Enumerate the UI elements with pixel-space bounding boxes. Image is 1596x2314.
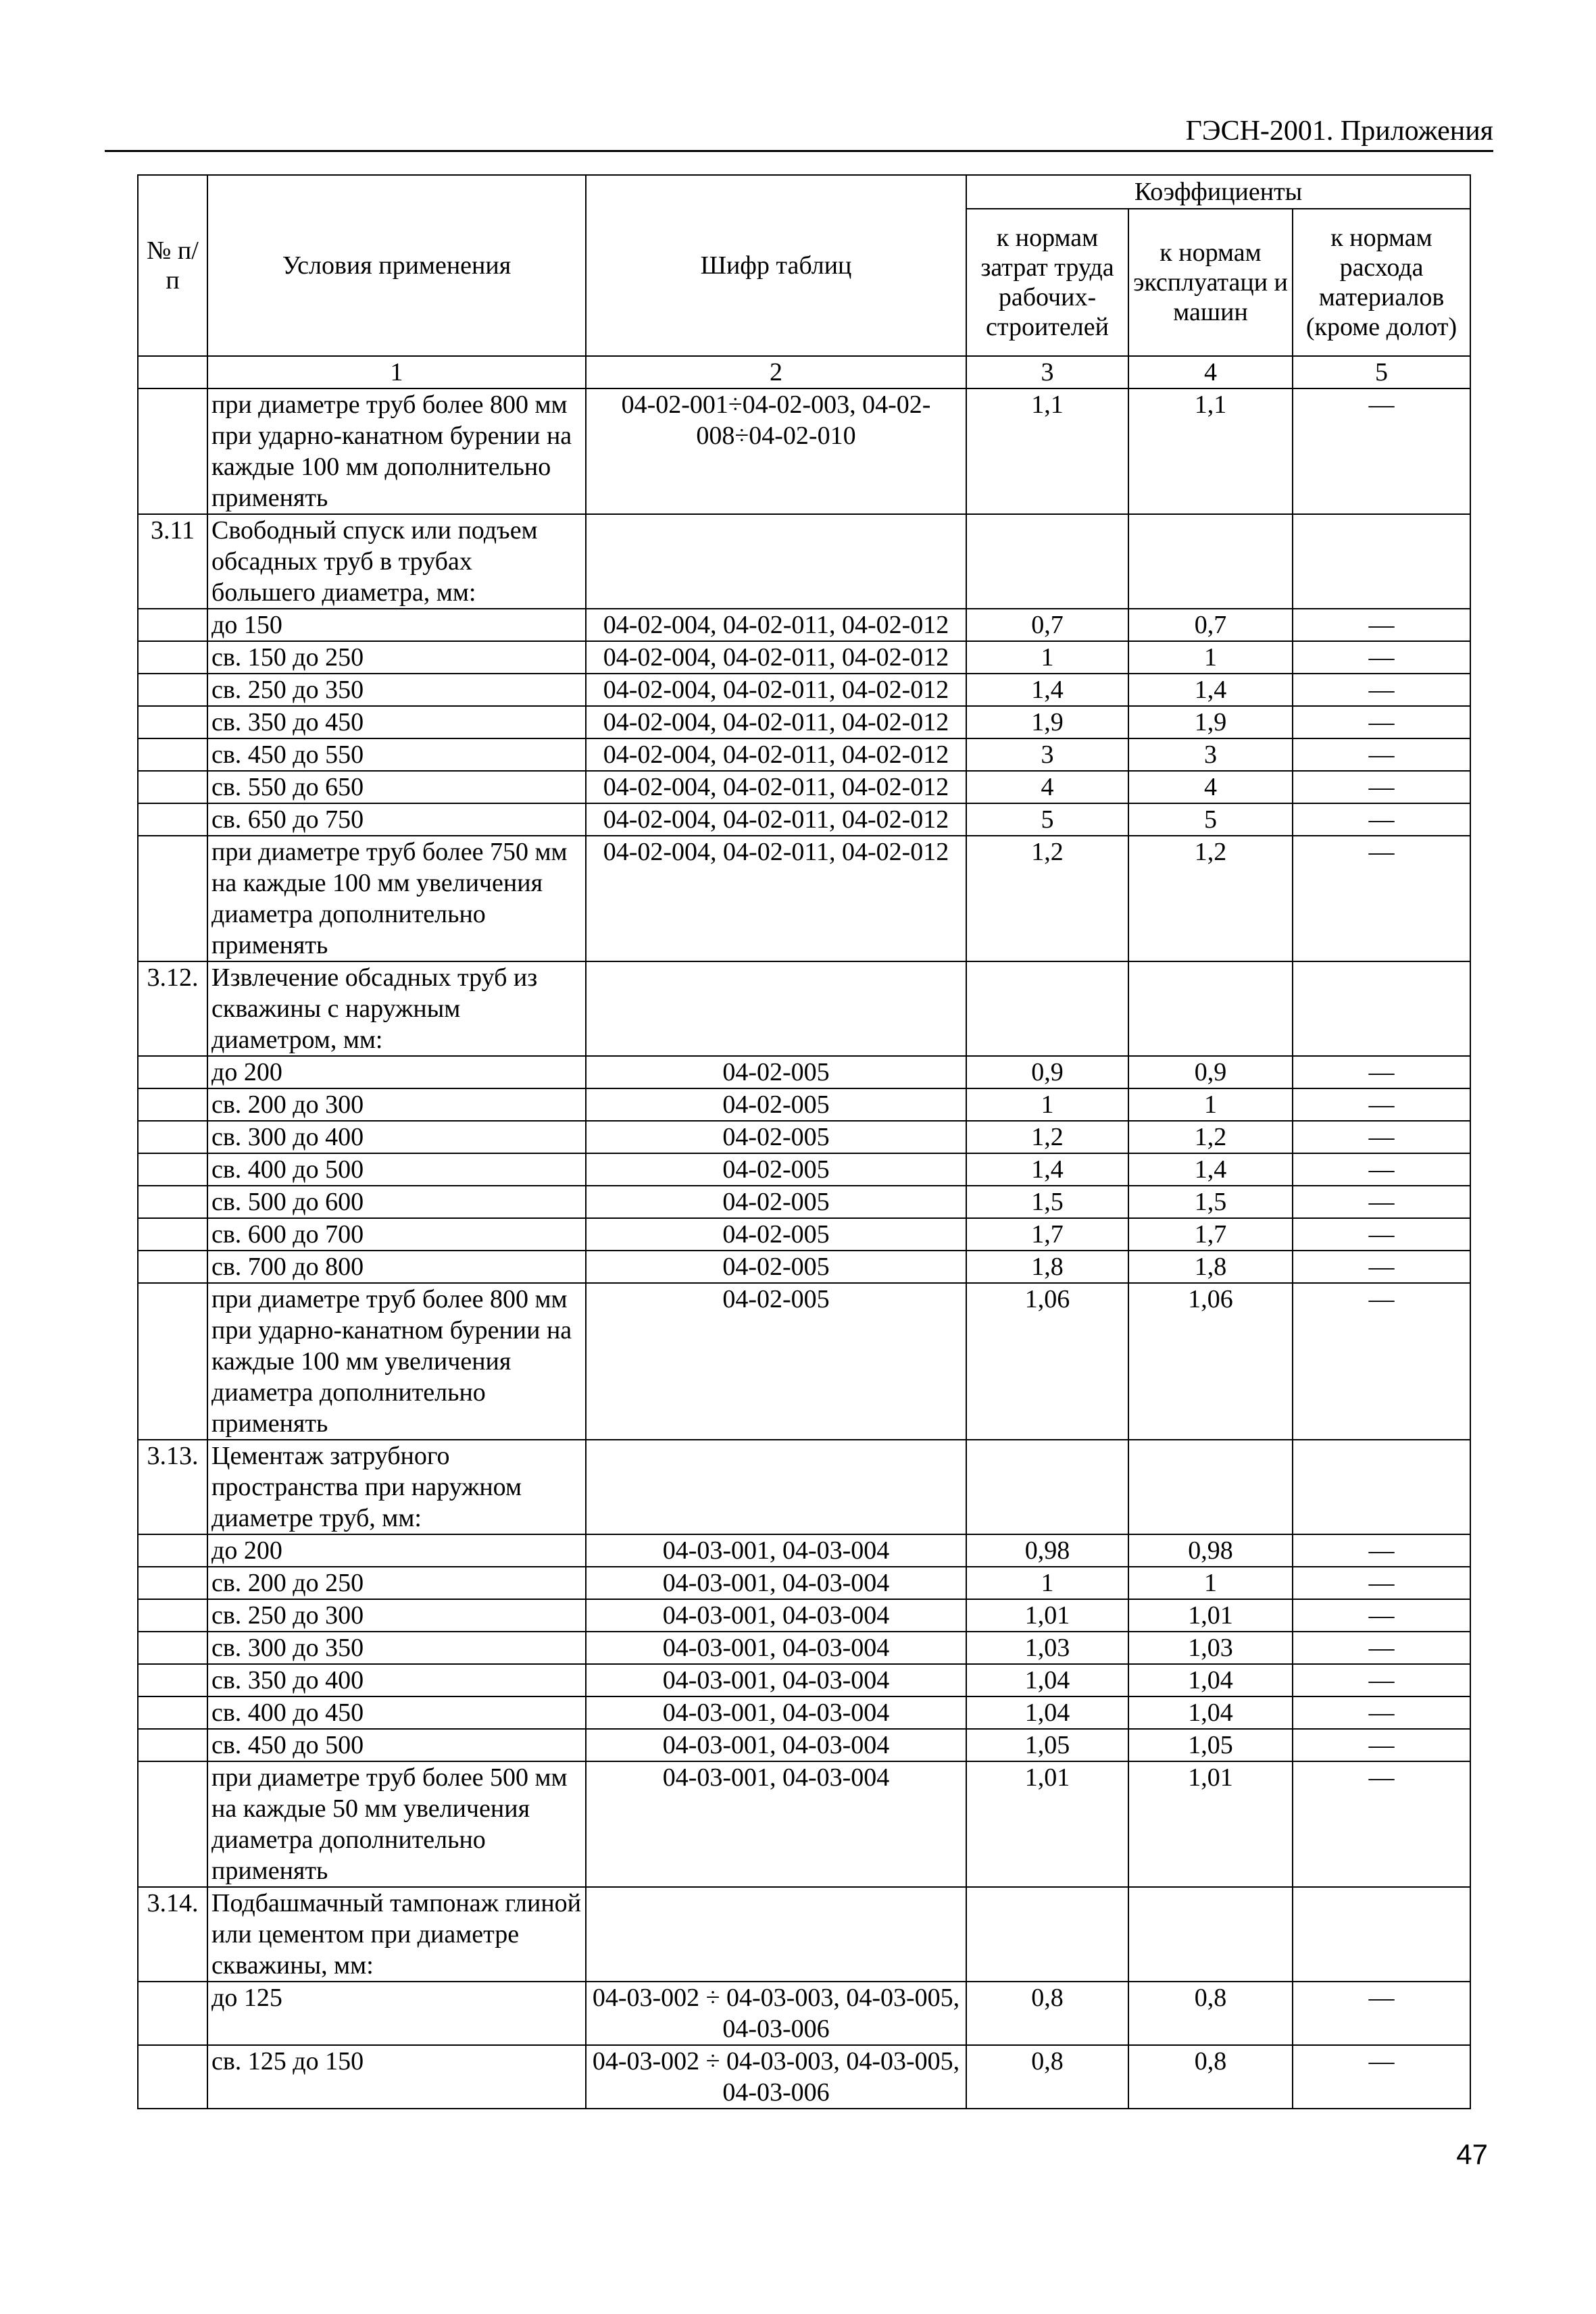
row-number (138, 388, 207, 514)
row-labor-coef (966, 1887, 1128, 1982)
row-materials-coef (1293, 961, 1470, 1056)
row-condition: при диаметре труб более 800 мм при ударно-канатном бурении на каждые 100 мм дополнительно применять (207, 388, 586, 514)
row-table-code: 04-03-001, 04-03-004 (586, 1761, 966, 1887)
row-materials-coef: — (1293, 1088, 1470, 1121)
row-labor-coef (966, 514, 1128, 609)
row-materials-coef: — (1293, 1251, 1470, 1283)
row-table-code: 04-02-004, 04-02-011, 04-02-012 (586, 706, 966, 738)
row-machines-coef: 1 (1128, 1567, 1293, 1599)
header-labor: к нормам затрат труда рабочих-строителей (966, 209, 1128, 356)
table-row (138, 1283, 1470, 1440)
row-table-code: 04-02-004, 04-02-011, 04-02-012 (586, 738, 966, 771)
row-machines-coef (1128, 1440, 1293, 1534)
row-machines-coef: 0,8 (1128, 2045, 1293, 2109)
header-coefficients: Коэффициенты (966, 175, 1470, 209)
row-machines-coef: 1,4 (1128, 674, 1293, 706)
row-number (138, 2045, 207, 2109)
header-num: № п/п (138, 175, 207, 356)
row-materials-coef (1293, 1440, 1470, 1534)
row-labor-coef (966, 961, 1128, 1056)
index-cell: 3 (966, 356, 1128, 388)
table-row (138, 674, 1470, 706)
row-condition: св. 150 до 250 (207, 641, 586, 674)
row-materials-coef: — (1293, 609, 1470, 641)
row-machines-coef: 0,9 (1128, 1056, 1293, 1088)
row-number (138, 1186, 207, 1218)
row-materials-coef (1293, 1887, 1470, 1982)
row-table-code: 04-03-002 ÷ 04-03-003, 04-03-005, 04-03-006 (586, 2045, 966, 2109)
table-row (138, 1218, 1470, 1251)
row-labor-coef: 4 (966, 771, 1128, 803)
row-labor-coef: 1,4 (966, 674, 1128, 706)
table-row (138, 1088, 1470, 1121)
row-table-code: 04-03-001, 04-03-004 (586, 1664, 966, 1696)
row-labor-coef (966, 1440, 1128, 1534)
row-labor-coef: 1,7 (966, 1218, 1128, 1251)
row-table-code: 04-02-004, 04-02-011, 04-02-012 (586, 771, 966, 803)
table-row (138, 1599, 1470, 1632)
row-condition: до 200 (207, 1534, 586, 1567)
table-row (138, 1153, 1470, 1186)
row-machines-coef: 1,8 (1128, 1251, 1293, 1283)
row-machines-coef: 1,9 (1128, 706, 1293, 738)
row-labor-coef: 1,05 (966, 1729, 1128, 1761)
row-number (138, 1088, 207, 1121)
coefficients-table (137, 174, 1471, 2109)
row-machines-coef (1128, 1887, 1293, 1982)
row-number (138, 1729, 207, 1761)
row-number: 3.14. (138, 1887, 207, 1982)
header-machines: к нормам эксплуатаци и машин (1128, 209, 1293, 356)
row-table-code: 04-03-001, 04-03-004 (586, 1599, 966, 1632)
index-cell-0 (138, 356, 207, 388)
table-row (138, 803, 1470, 836)
row-labor-coef: 1,01 (966, 1761, 1128, 1887)
row-number: 3.11 (138, 514, 207, 609)
row-machines-coef: 1,4 (1128, 1153, 1293, 1186)
row-condition: св. 600 до 700 (207, 1218, 586, 1251)
table-row (138, 1729, 1470, 1761)
row-materials-coef: — (1293, 1982, 1470, 2045)
row-machines-coef: 1,05 (1128, 1729, 1293, 1761)
row-materials-coef: — (1293, 1729, 1470, 1761)
row-condition: св. 200 до 300 (207, 1088, 586, 1121)
row-condition: Цементаж затрубного пространства при наружном диаметре труб, мм: (207, 1440, 586, 1534)
row-labor-coef: 3 (966, 738, 1128, 771)
row-table-code: 04-02-005 (586, 1251, 966, 1283)
index-cell: 2 (586, 356, 966, 388)
row-labor-coef: 5 (966, 803, 1128, 836)
row-number (138, 609, 207, 641)
row-condition: св. 200 до 250 (207, 1567, 586, 1599)
row-condition: св. 250 до 300 (207, 1599, 586, 1632)
row-number (138, 836, 207, 961)
table-row (138, 836, 1470, 961)
row-table-code: 04-02-005 (586, 1121, 966, 1153)
row-machines-coef: 1,2 (1128, 836, 1293, 961)
row-condition: св. 300 до 350 (207, 1632, 586, 1664)
row-machines-coef: 1,06 (1128, 1283, 1293, 1440)
row-materials-coef: — (1293, 674, 1470, 706)
row-condition: до 150 (207, 609, 586, 641)
row-condition: св. 450 до 500 (207, 1729, 586, 1761)
row-condition: Подбашмачный тампонаж глиной или цементом при диаметре скважины, мм: (207, 1887, 586, 1982)
row-materials-coef: — (1293, 706, 1470, 738)
row-materials-coef: — (1293, 1567, 1470, 1599)
row-table-code: 04-02-005 (586, 1056, 966, 1088)
row-machines-coef: 5 (1128, 803, 1293, 836)
row-labor-coef: 0,7 (966, 609, 1128, 641)
row-condition: св. 125 до 150 (207, 2045, 586, 2109)
row-condition: св. 250 до 350 (207, 674, 586, 706)
row-materials-coef: — (1293, 1283, 1470, 1440)
row-materials-coef (1293, 514, 1470, 609)
row-condition: св. 350 до 400 (207, 1664, 586, 1696)
row-table-code: 04-02-005 (586, 1218, 966, 1251)
row-table-code: 04-02-005 (586, 1283, 966, 1440)
row-materials-coef: — (1293, 1153, 1470, 1186)
row-table-code: 04-02-005 (586, 1153, 966, 1186)
row-labor-coef: 1,9 (966, 706, 1128, 738)
row-number (138, 1982, 207, 2045)
row-labor-coef: 1,01 (966, 1599, 1128, 1632)
row-number (138, 706, 207, 738)
row-materials-coef: — (1293, 1056, 1470, 1088)
row-labor-coef: 0,8 (966, 2045, 1128, 2109)
row-number (138, 1664, 207, 1696)
row-table-code: 04-03-001, 04-03-004 (586, 1632, 966, 1664)
row-table-code: 04-02-004, 04-02-011, 04-02-012 (586, 803, 966, 836)
row-number (138, 1761, 207, 1887)
row-labor-coef: 1,04 (966, 1696, 1128, 1729)
table-row (138, 706, 1470, 738)
header-code: Шифр таблиц (586, 175, 966, 356)
row-machines-coef: 0,98 (1128, 1534, 1293, 1567)
page-number: 47 (1456, 2138, 1488, 2170)
table-row (138, 1440, 1470, 1534)
row-number (138, 674, 207, 706)
row-condition: св. 650 до 750 (207, 803, 586, 836)
row-number: 3.12. (138, 961, 207, 1056)
table-row (138, 1664, 1470, 1696)
row-number (138, 771, 207, 803)
row-labor-coef: 1,8 (966, 1251, 1128, 1283)
row-machines-coef: 1,01 (1128, 1599, 1293, 1632)
row-condition: св. 350 до 450 (207, 706, 586, 738)
row-machines-coef: 1,01 (1128, 1761, 1293, 1887)
table-row (138, 388, 1470, 514)
row-condition: св. 450 до 550 (207, 738, 586, 771)
row-machines-coef: 1 (1128, 641, 1293, 674)
row-materials-coef: — (1293, 803, 1470, 836)
row-table-code: 04-02-005 (586, 1186, 966, 1218)
row-table-code: 04-03-001, 04-03-004 (586, 1534, 966, 1567)
column-index-row (138, 356, 1470, 388)
row-table-code (586, 1440, 966, 1534)
row-table-code: 04-03-002 ÷ 04-03-003, 04-03-005, 04-03-006 (586, 1982, 966, 2045)
table-row (138, 1982, 1470, 2045)
row-condition: Свободный спуск или подъем обсадных труб в трубах большего диаметра, мм: (207, 514, 586, 609)
row-condition: при диаметре труб более 800 мм при ударно-канатном бурении на каждые 100 мм увеличения диаметра дополнительно применять (207, 1283, 586, 1440)
table-row (138, 771, 1470, 803)
row-materials-coef: — (1293, 771, 1470, 803)
row-materials-coef: — (1293, 836, 1470, 961)
row-labor-coef: 1,4 (966, 1153, 1128, 1186)
table-row (138, 1056, 1470, 1088)
row-condition: при диаметре труб более 500 мм на каждые 50 мм увеличения диаметра дополнительно применять (207, 1761, 586, 1887)
row-number (138, 641, 207, 674)
running-header (105, 114, 1493, 152)
row-labor-coef: 0,9 (966, 1056, 1128, 1088)
row-materials-coef: — (1293, 1218, 1470, 1251)
row-materials-coef: — (1293, 1534, 1470, 1567)
table-row (138, 1887, 1470, 1982)
row-table-code: 04-03-001, 04-03-004 (586, 1696, 966, 1729)
index-cell: 1 (207, 356, 586, 388)
row-labor-coef: 0,8 (966, 1982, 1128, 2045)
row-materials-coef: — (1293, 1761, 1470, 1887)
row-number (138, 1283, 207, 1440)
row-number (138, 1599, 207, 1632)
row-machines-coef: 1,04 (1128, 1664, 1293, 1696)
row-table-code: 04-03-001, 04-03-004 (586, 1567, 966, 1599)
row-number (138, 1251, 207, 1283)
row-labor-coef: 1,1 (966, 388, 1128, 514)
row-number (138, 1534, 207, 1567)
row-materials-coef: — (1293, 1696, 1470, 1729)
row-machines-coef: 1,5 (1128, 1186, 1293, 1218)
row-materials-coef: — (1293, 1632, 1470, 1664)
table-row (138, 641, 1470, 674)
row-materials-coef: — (1293, 1599, 1470, 1632)
row-number (138, 1121, 207, 1153)
row-table-code: 04-02-004, 04-02-011, 04-02-012 (586, 609, 966, 641)
row-number (138, 1153, 207, 1186)
row-number (138, 803, 207, 836)
header-title: ГЭСН-2001. Приложения (1185, 116, 1493, 147)
row-labor-coef: 0,98 (966, 1534, 1128, 1567)
row-labor-coef: 1 (966, 641, 1128, 674)
row-condition: Извлечение обсадных труб из скважины с наружным диаметром, мм: (207, 961, 586, 1056)
row-machines-coef: 1,03 (1128, 1632, 1293, 1664)
index-cell: 5 (1293, 356, 1470, 388)
row-number (138, 1632, 207, 1664)
table-row (138, 1251, 1470, 1283)
row-table-code: 04-02-004, 04-02-011, 04-02-012 (586, 836, 966, 961)
row-table-code: 04-02-005 (586, 1088, 966, 1121)
table-row (138, 2045, 1470, 2109)
row-condition: св. 400 до 450 (207, 1696, 586, 1729)
row-table-code: 04-02-004, 04-02-011, 04-02-012 (586, 641, 966, 674)
row-labor-coef: 1 (966, 1088, 1128, 1121)
row-machines-coef: 0,7 (1128, 609, 1293, 641)
table-row (138, 1534, 1470, 1567)
row-labor-coef: 1 (966, 1567, 1128, 1599)
table-row (138, 1121, 1470, 1153)
row-number (138, 1567, 207, 1599)
row-condition: св. 400 до 500 (207, 1153, 586, 1186)
row-table-code (586, 961, 966, 1056)
row-machines-coef: 1,7 (1128, 1218, 1293, 1251)
row-condition: св. 500 до 600 (207, 1186, 586, 1218)
row-labor-coef: 1,5 (966, 1186, 1128, 1218)
row-number: 3.13. (138, 1440, 207, 1534)
table-row (138, 609, 1470, 641)
row-machines-coef: 0,8 (1128, 1982, 1293, 2045)
table-row (138, 1186, 1470, 1218)
row-number (138, 1056, 207, 1088)
row-table-code: 04-03-001, 04-03-004 (586, 1729, 966, 1761)
row-materials-coef: — (1293, 1121, 1470, 1153)
header-conditions: Условия применения (207, 175, 586, 356)
row-condition: при диаметре труб более 750 мм на каждые 100 мм увеличения диаметра дополнительно применять (207, 836, 586, 961)
row-materials-coef: — (1293, 641, 1470, 674)
table-row (138, 1567, 1470, 1599)
row-materials-coef: — (1293, 1664, 1470, 1696)
index-cell: 4 (1128, 356, 1293, 388)
row-table-code: 04-02-001÷04-02-003, 04-02-008÷04-02-010 (586, 388, 966, 514)
row-number (138, 738, 207, 771)
table-row (138, 738, 1470, 771)
table-row (138, 1761, 1470, 1887)
row-number (138, 1696, 207, 1729)
row-labor-coef: 1,06 (966, 1283, 1128, 1440)
row-machines-coef (1128, 514, 1293, 609)
table-row (138, 514, 1470, 609)
header-materials: к нормам расхода материалов (кроме долот) (1293, 209, 1470, 356)
row-labor-coef: 1,2 (966, 836, 1128, 961)
row-machines-coef: 1 (1128, 1088, 1293, 1121)
row-machines-coef (1128, 961, 1293, 1056)
row-materials-coef: — (1293, 738, 1470, 771)
table-row (138, 1696, 1470, 1729)
row-materials-coef: — (1293, 388, 1470, 514)
row-condition: св. 700 до 800 (207, 1251, 586, 1283)
row-table-code (586, 1887, 966, 1982)
row-condition: до 200 (207, 1056, 586, 1088)
row-machines-coef: 4 (1128, 771, 1293, 803)
row-condition: св. 300 до 400 (207, 1121, 586, 1153)
row-labor-coef: 1,2 (966, 1121, 1128, 1153)
row-machines-coef: 1,1 (1128, 388, 1293, 514)
row-condition: св. 550 до 650 (207, 771, 586, 803)
row-machines-coef: 1,2 (1128, 1121, 1293, 1153)
row-machines-coef: 1,04 (1128, 1696, 1293, 1729)
row-table-code: 04-02-004, 04-02-011, 04-02-012 (586, 674, 966, 706)
table-row (138, 1632, 1470, 1664)
row-number (138, 1218, 207, 1251)
row-condition: до 125 (207, 1982, 586, 2045)
row-materials-coef: — (1293, 2045, 1470, 2109)
row-labor-coef: 1,03 (966, 1632, 1128, 1664)
row-table-code (586, 514, 966, 609)
row-labor-coef: 1,04 (966, 1664, 1128, 1696)
row-machines-coef: 3 (1128, 738, 1293, 771)
table-row (138, 961, 1470, 1056)
row-materials-coef: — (1293, 1186, 1470, 1218)
